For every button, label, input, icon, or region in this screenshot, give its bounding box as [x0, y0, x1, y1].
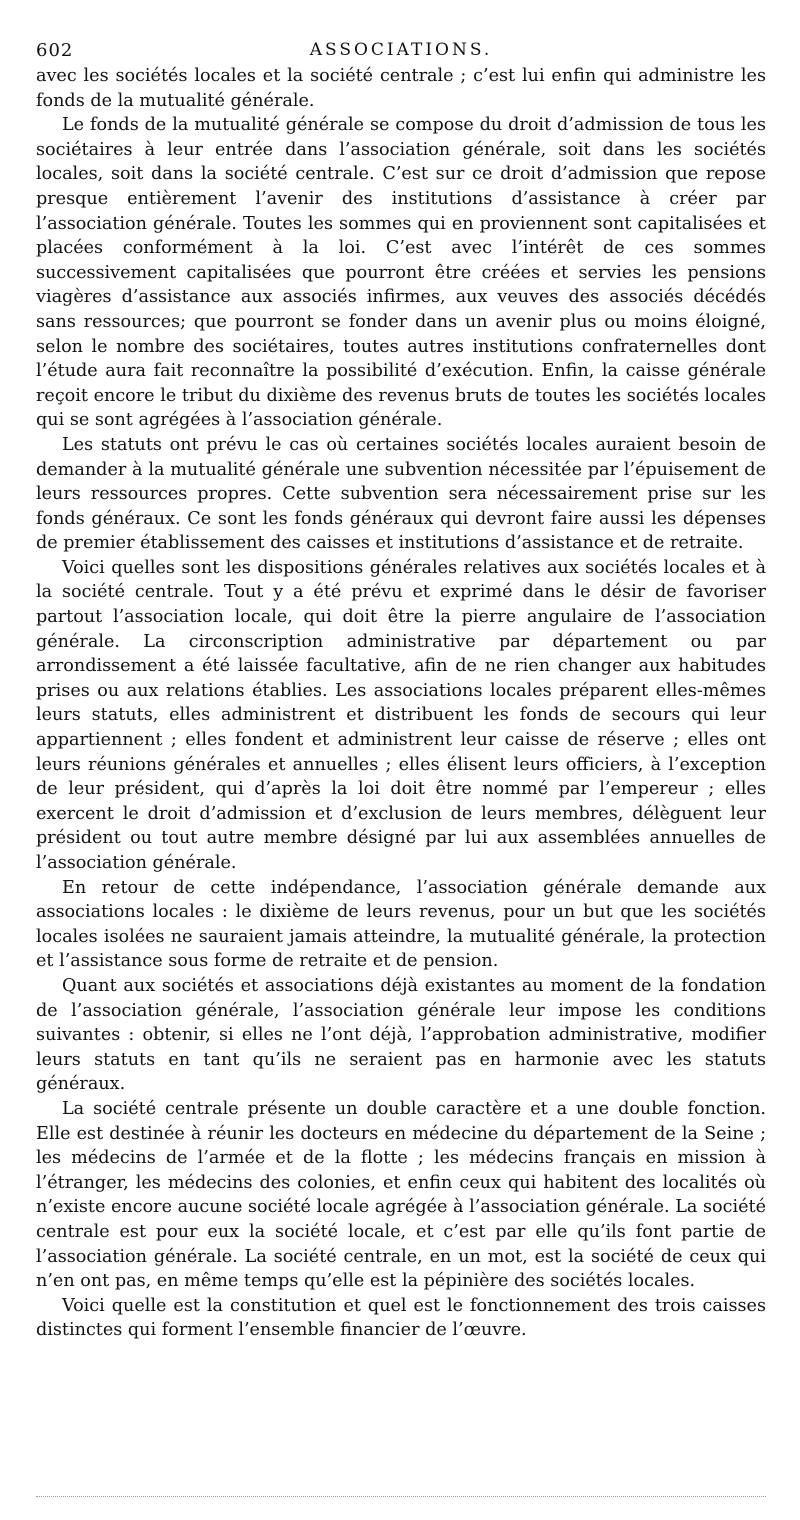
- paragraph-trois-caisses: Voici quelle est la constitution et quel est le fonctionnement des trois caisses distinctes qui forment l’ensemble financier de l’œuvre.: [36, 1295, 766, 1341]
- page-number: 602: [36, 40, 74, 61]
- paragraph-dispositions-generales: Voici quelles sont les dispositions générales relatives aux sociétés locales et à la société centrale. Tout y a été prévu et exprimé dans le désir de favoriser partout l’association locale, qui doit être la pierre angulaire de l’association générale. La circonscription administrative par département ou par arrondissement a été laissée facultative, afin de ne rien changer aux habitudes prises ou aux relations établies. Les associations locales préparent elles-mêmes leurs statuts, elles administrent et distribuent les fonds de secours qui leur appartiennent ; elles fondent et administrent leur caisse de réserve ; elles ont leurs réunions générales et annuelles ; elles élisent leurs officiers, à l’exception de leur président, qui d’après la loi doit être nommé par l’empereur ; elles exercent le droit d’admission et d’exclusion de leurs membres, délèguent leur président ou tout autre membre désigné par lui aux assemblées annuelles de l’association générale.: [36, 557, 766, 873]
- paragraph-societes-existantes: Quant aux sociétés et associations déjà existantes au moment de la fondation de l’association générale, l’association générale leur impose les conditions suivantes : obtenir, si elles ne l’ont déjà, l’approbation administrative, modifier leurs statuts en tant qu’ils ne seraient pas en harmonie avec les statuts généraux.: [36, 975, 766, 1095]
- paragraph-independance: En retour de cette indépendance, l’association générale demande aux associations locales : le dixième de leurs revenus, pour un but que les sociétés locales isolées ne sauraient jamais atteindre, la mutualité générale, la protection et l’assistance sous forme de retraite et de pension.: [36, 877, 766, 972]
- running-head: [36, 36, 766, 62]
- running-title: ASSOCIATIONS.: [309, 40, 493, 60]
- book-page: [36, 36, 766, 1343]
- paragraph-statuts-subvention: Les statuts ont prévu le cas où certaines sociétés locales auraient besoin de demander à la mutualité générale une subvention nécessitée par l’épuisement de leurs ressources propres. Cette subvention sera nécessairement prise sur les fonds généraux. Ce sont les fonds généraux qui devront faire aussi les dépenses de premier établissement des caisses et institutions d’assistance et de retraite.: [36, 434, 766, 554]
- paragraph-societe-centrale: La société centrale présente un double caractère et a une double fonction. Elle est destinée à réunir les docteurs en médecine du département de la Seine ; les médecins de l’armée et de la flotte ; les médecins français en mission à l’étranger, les médecins des colonies, et enfin ceux qui habitent des localités où n’existe encore aucune société locale agrégée à l’association générale. La société centrale est pour eux la société locale, et c’est par elle qu’ils font partie de l’association générale. La société centrale, en un mot, est la société de ceux qui n’en ont pas, en même temps qu’elle est la pépinière des sociétés locales.: [36, 1098, 766, 1292]
- body-text: [36, 64, 766, 1343]
- paragraph-continued: avec les sociétés locales et la société centrale ; c’est lui enfin qui administre les fonds de la mutualité générale.: [36, 66, 766, 111]
- paragraph-fonds-mutualite: Le fonds de la mutualité générale se compose du droit d’admission de tous les sociétaires à leur entrée dans l’association générale, soit dans les sociétés locales, soit dans la société centrale. C’est sur ce droit d’admission que repose presque entièrement l’avenir des institutions d’assistance à créer par l’association générale. Toutes les sommes qui en proviennent sont capitalisées et placées conformément à la loi. C’est avec l’intérêt de ces sommes successivement capitalisées que pourront être créées et servies les pensions viagères d’assistance aux associés infirmes, aux veuves des associés décédés sans ressources; que pourront se fonder dans un avenir plus ou moins éloigné, selon le nombre des sociétaires, toutes autres institutions confraternelles dont l’étude aura fait reconnaître la possibilité d’exécution. Enfin, la caisse générale reçoit encore le tribut du dixième des revenus bruts de toutes les sociétés locales qui se sont agrégées à l’association générale.: [36, 115, 766, 431]
- footer-rule: [36, 1496, 766, 1497]
